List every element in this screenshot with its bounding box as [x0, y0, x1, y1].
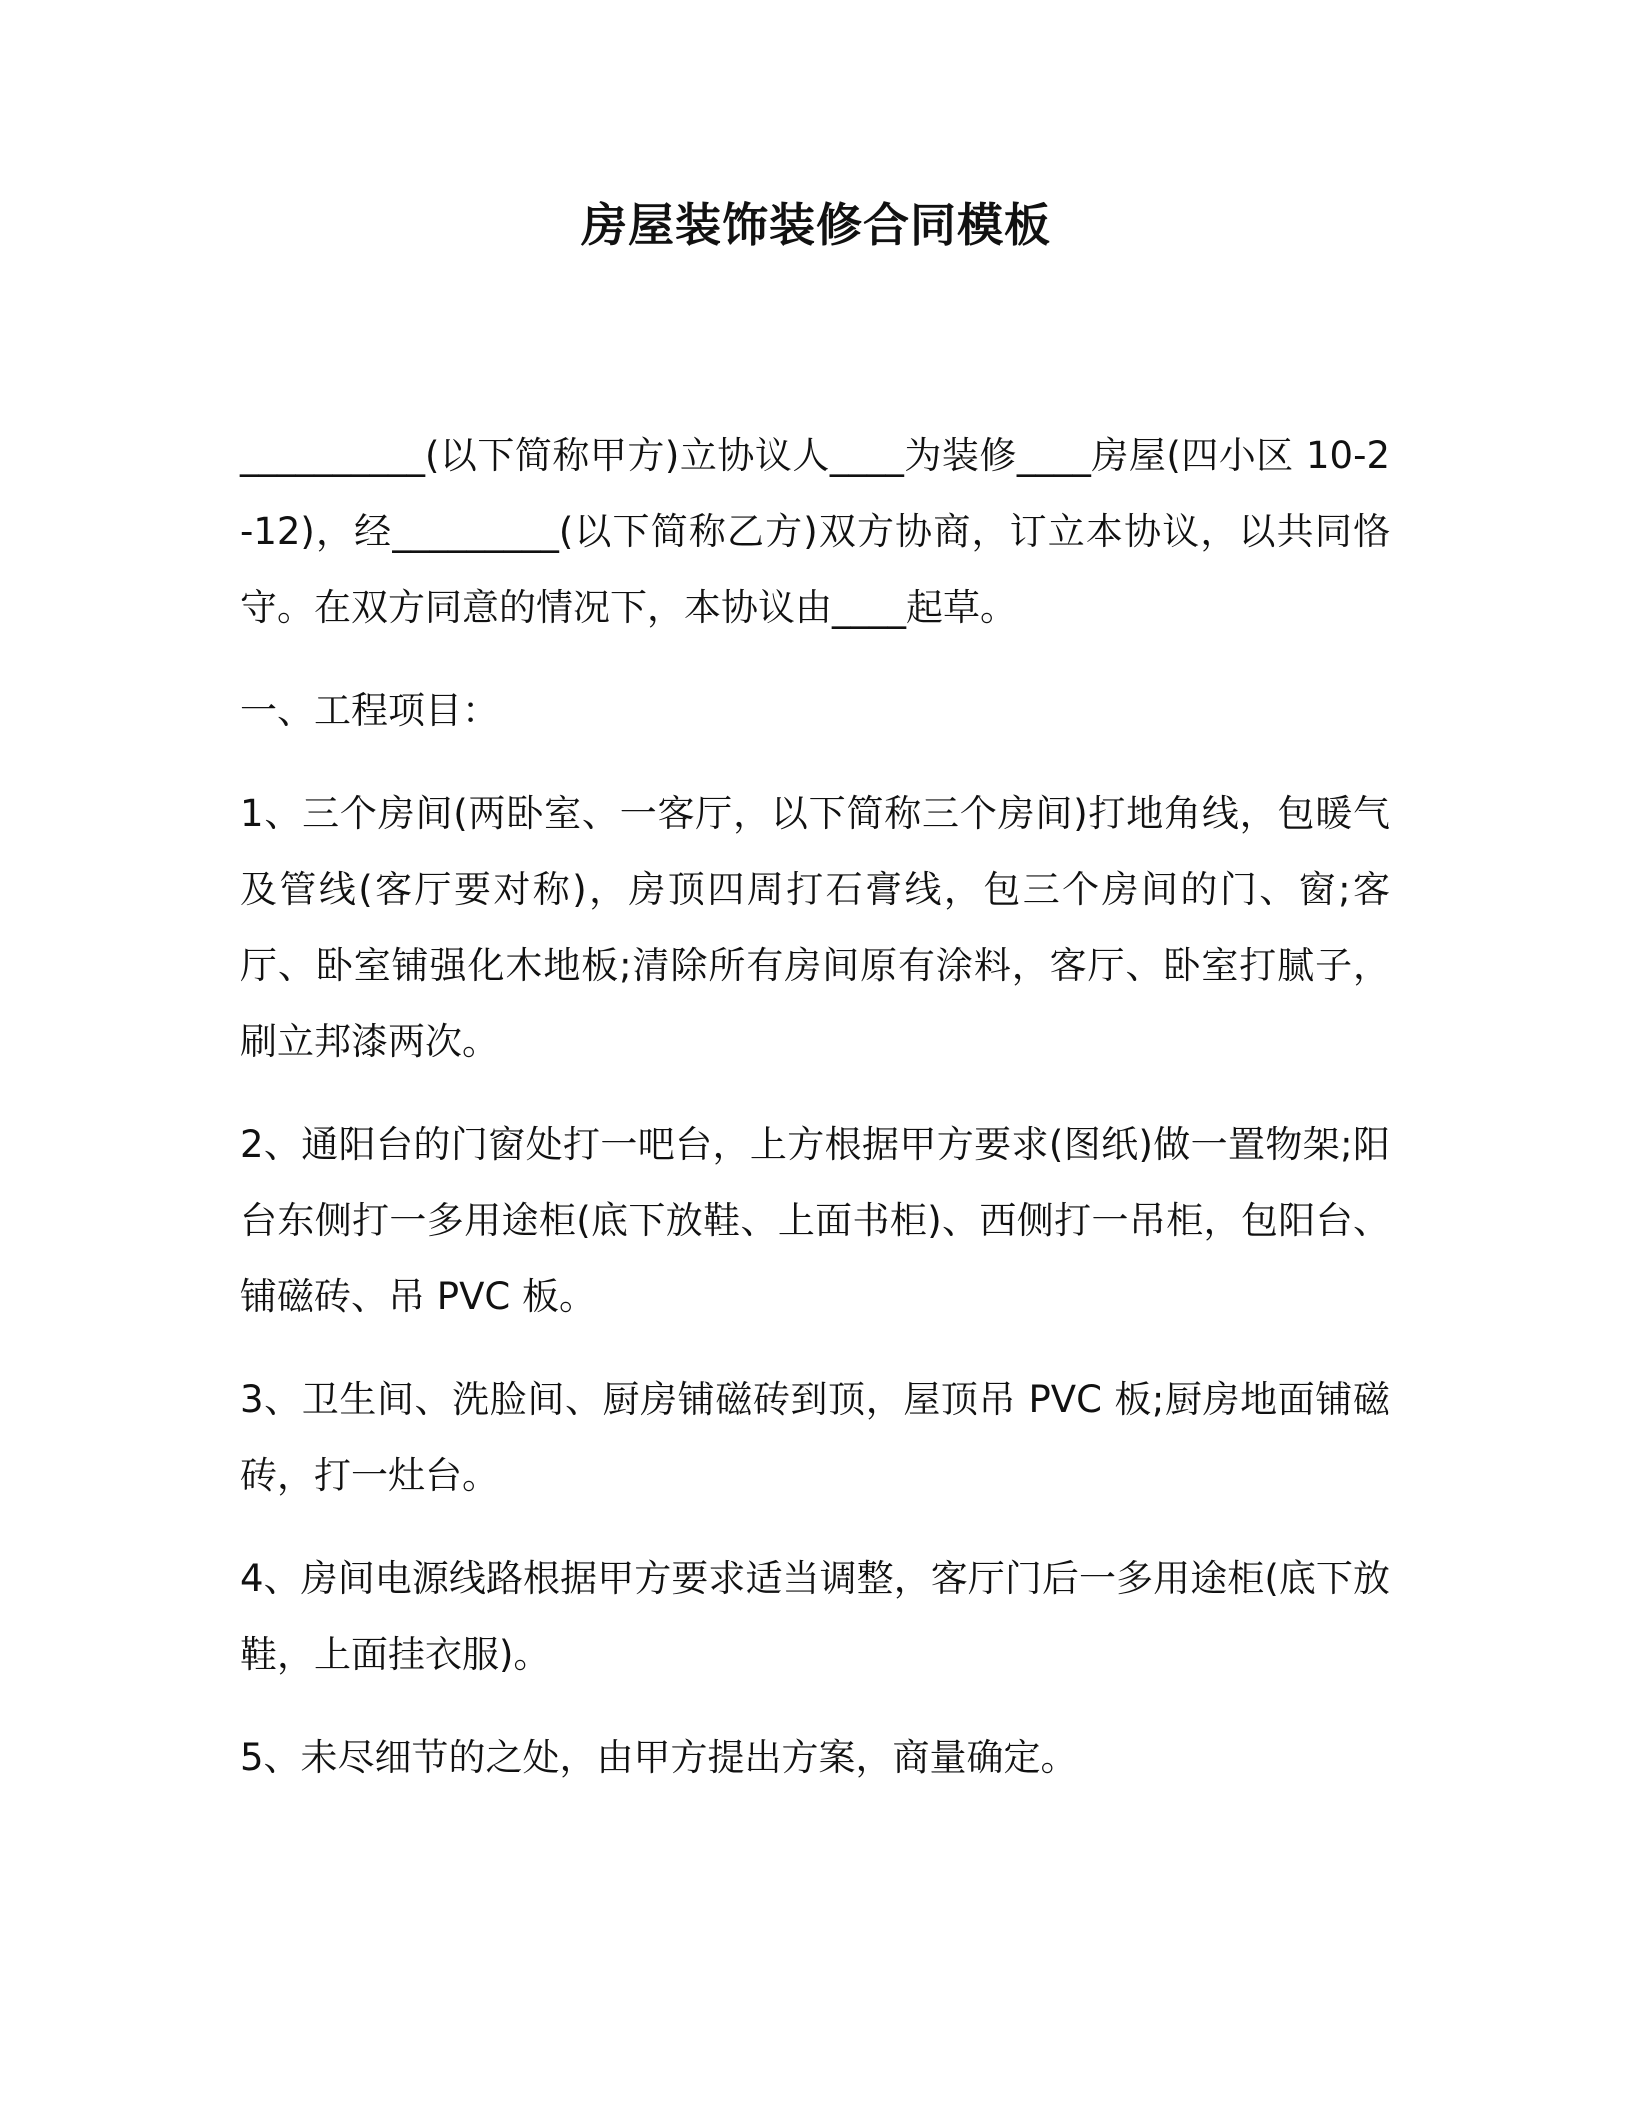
project-item-3: 3、卫生间、洗脸间、厨房铺磁砖到顶，屋顶吊 PVC 板;厨房地面铺磁砖，打一灶台。	[240, 1378, 1390, 1497]
document-title: 房屋装饰装修合同模板	[581, 198, 1051, 252]
section-heading-project: 一、工程项目：	[240, 689, 499, 732]
project-item-5: 5、未尽细节的之处，由甲方提出方案，商量确定。	[240, 1736, 1078, 1779]
project-item-1: 1、三个房间(两卧室、一客厅，以下简称三个房间)打地角线，包暖气及管线(客厅要对称)，房顶四周打石膏线，包三个房间的门、窗;客厅、卧室铺强化木地板;清除所有房间原有涂料，客厅、卧室打腻子，刷立邦漆两次。	[240, 792, 1390, 1063]
project-item-2: 2、通阳台的门窗处打一吧台，上方根据甲方要求(图纸)做一置物架;阳台东侧打一多用途柜(底下放鞋、上面书柜)、西侧打一吊柜，包阳台、铺磁砖、吊 PVC 板。	[240, 1123, 1390, 1318]
project-item-4: 4、房间电源线路根据甲方要求适当调整，客厅门后一多用途柜(底下放鞋，上面挂衣服)。	[240, 1557, 1390, 1676]
intro-paragraph: __________(以下简称甲方)立协议人____为装修____房屋(四小区 10-2-12)，经_________(以下简称乙方)双方协商，订立本协议，以共同恪守。在双方同意的情况下，本协议由____起草。	[240, 434, 1390, 629]
document-body	[240, 418, 1390, 1823]
